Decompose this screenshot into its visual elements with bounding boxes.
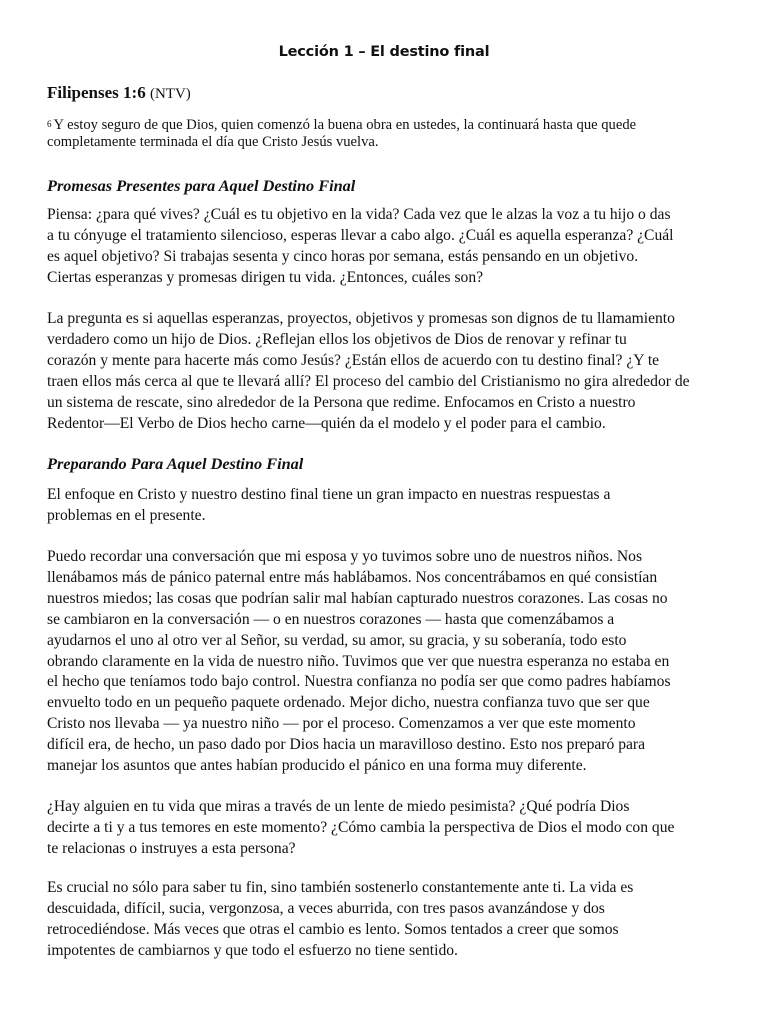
verse-line-text: Y estoy seguro de que Dios, quien comenzó la buena obra en ustedes, la continuará hasta que quede [53,117,637,133]
verse-text [47,117,727,151]
paragraph-line: es aquel objetivo? Si trabajas sesenta y cinco horas por semana, estás pensando en un objetivo. [47,247,639,265]
paragraph-line: llenábamos más de pánico paternal entre más hablábamos. Nos concentrábamos en qué consistían [47,568,658,586]
paragraph-line: manejar los asuntos que antes habían producido el pánico en una forma muy diferente. [47,757,587,775]
paragraph-line: te relacionas o instruyes a esta persona? [47,839,296,857]
paragraph [47,878,727,962]
page-title: Lección 1 – El destino final [278,44,490,60]
verse-number: 6 [47,119,52,129]
paragraph [47,309,727,434]
scripture-reference [47,83,191,103]
paragraph-line: decirte a ti y a tus temores en este momento? ¿Cómo cambia la perspectiva de Dios el modo con que [47,818,675,836]
paragraph-line: retrocediéndose. Más veces que otras el cambio es lento. Somos tentados a creer que somos [47,920,619,938]
paragraph-line: verdadero como un hijo de Dios. ¿Reflejan ellos los objetivos de Dios de renovar y refinar tu [47,330,627,348]
section-heading-promesas: Promesas Presentes para Aquel Destino Final [47,176,356,195]
paragraph-line: a tu cónyuge el tratamiento silencioso, esperas llevar a cabo algo. ¿Cuál es aquella esperanza? ¿Cuál [47,226,674,244]
paragraph-line: Piensa: ¿para qué vives? ¿Cuál es tu objetivo en la vida? Cada vez que le alzas la voz a tu hijo o das [47,206,671,223]
paragraph-line: problemas en el presente. [47,506,206,524]
paragraph-line: obrando claramente en la vida de nuestro niño. Tuvimos que ver que nuestra esperanza no estaba en [47,652,670,670]
paragraph [47,547,727,777]
reference-book: Filipenses 1:6 [47,83,146,102]
paragraph-line: ayudarnos el uno al otro ver al Señor, su verdad, su amor, su gracia, y su soberanía, todo esto [47,631,627,649]
paragraph-line: un sistema de rescate, sino alrededor de la Persona que redime. Enfocamos en Cristo a nuestro [47,393,636,411]
paragraph [47,797,727,860]
paragraph-line: La pregunta es si aquellas esperanzas, proyectos, objetivos y promesas son dignos de tu llamamiento [47,310,675,327]
paragraph [47,485,727,527]
reference-version: (NTV) [149,86,191,102]
paragraph-line: el hecho que teníamos todo bajo control. Nuestra confianza no podía ser que como padres habíamos [47,673,671,691]
paragraph-line: nuestros miedos; las cosas que podrían salir mal habían capturado nuestros corazones. Las cosas no [47,589,668,607]
paragraph-line: corazón y mente para hacerte más como Jesús? ¿Están ellos de acuerdo con tu destino final? ¿Y te [47,351,660,369]
paragraph-line: ¿Hay alguien en tu vida que miras a través de un lente de miedo pesimista? ¿Qué podría Dios [47,798,630,815]
verse-line: completamente terminada el día que Cristo Jesús vuelva. [47,134,379,150]
paragraph-line: se cambiaron en la conversación — o en nuestros corazones — hasta que comenzábamos a [47,610,615,628]
paragraph-line: envuelto todo en un pequeño paquete ordenado. Mejor dicho, nuestra confianza tuvo que ser que [47,694,650,712]
paragraph [47,205,727,289]
paragraph-line: El enfoque en Cristo y nuestro destino final tiene un gran impacto en nuestras respuestas a [47,486,611,503]
paragraph-line: Redentor—El Verbo de Dios hecho carne—quién da el modelo y el poder para el cambio. [47,414,606,432]
paragraph-line: impotentes de cambiarnos y que todo el esfuerzo no tiene sentido. [47,941,458,959]
paragraph-line: Ciertas esperanzas y promesas dirigen tu vida. ¿Entonces, cuáles son? [47,268,484,286]
paragraph-line: traen ellos más cerca al que te llevará allí? El proceso del cambio del Cristianismo no gira alrededor de [47,372,690,390]
section-heading-preparando: Preparando Para Aquel Destino Final [47,454,304,473]
paragraph-line: difícil era, de hecho, un paso dado por Dios hacia un maravilloso destino. Esto nos preparó para [47,736,646,754]
paragraph-line: Puedo recordar una conversación que mi esposa y yo tuvimos sobre uno de nuestros niños. Nos [47,548,643,565]
verse-line [47,117,727,134]
paragraph-line: descuidada, difícil, sucia, vergonzosa, a veces aburrida, con tres pasos avanzándose y dos [47,899,605,917]
paragraph-line: Es crucial no sólo para saber tu fin, sino también sostenerlo constantemente ante ti. La vida es [47,879,634,896]
paragraph-line: Cristo nos llevaba — ya nuestro niño — por el proceso. Comenzamos a ver que este momento [47,715,636,733]
